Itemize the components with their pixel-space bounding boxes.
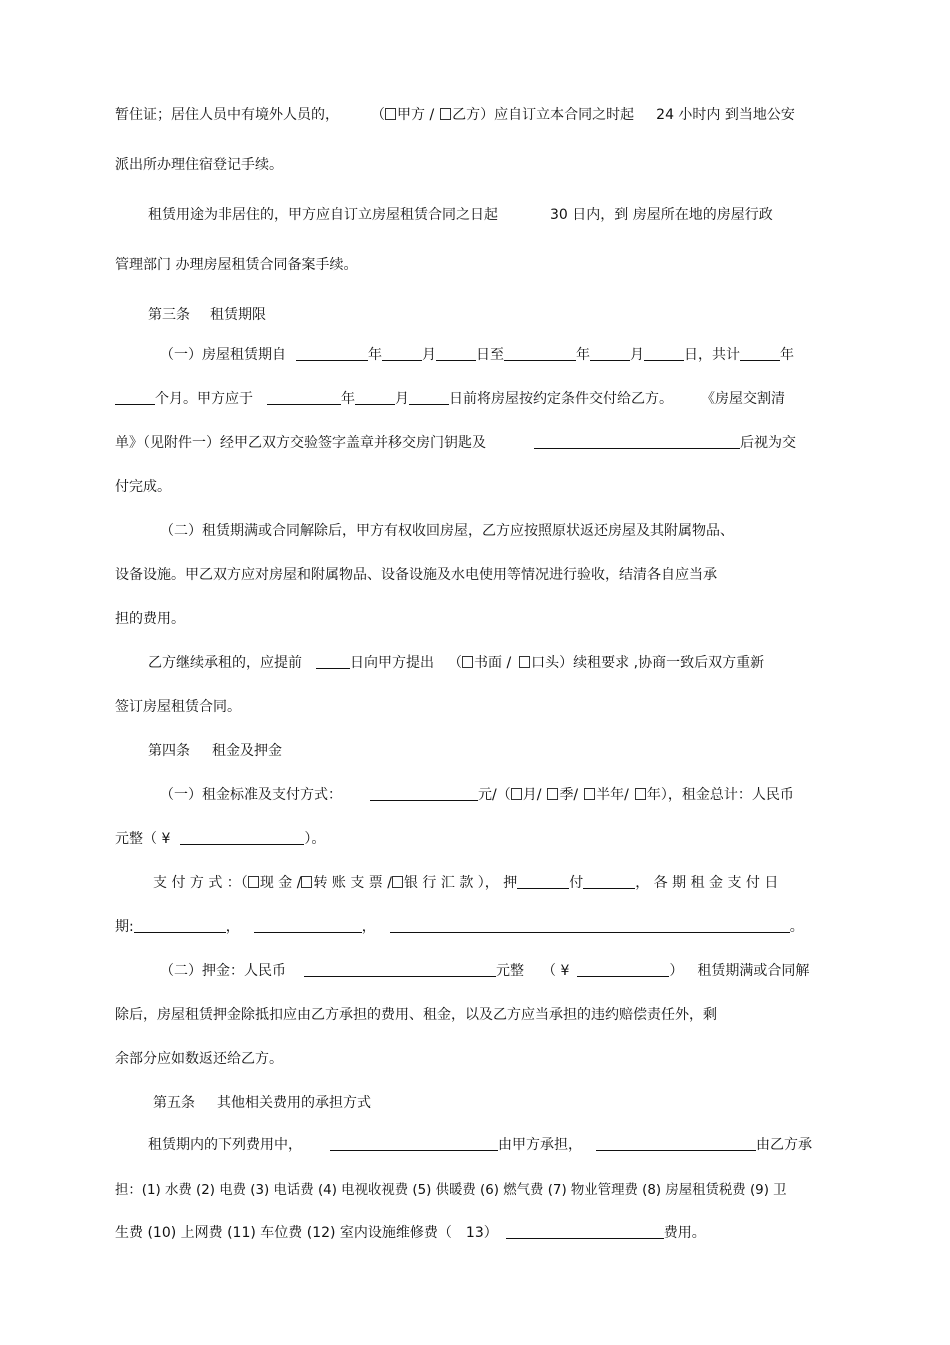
text: 季/ (559, 787, 579, 803)
end-month-field[interactable] (590, 346, 630, 361)
text: 年 (368, 347, 382, 363)
total-months-field[interactable] (115, 390, 155, 405)
p9-line1 (148, 1136, 812, 1154)
p7-line2 (115, 918, 804, 936)
text: ）。 (304, 831, 326, 847)
article-number: 第四条 (148, 743, 190, 759)
text: 日向甲方提出 (350, 655, 434, 671)
text: 租赁用途为非居住的，甲方应自订立房屋租赁合同之日起 (148, 207, 498, 223)
start-month-field[interactable] (382, 346, 422, 361)
text: ， (225, 919, 240, 935)
text: ， (361, 919, 376, 935)
text: 半年/ (596, 787, 629, 803)
text: 由乙方承 (756, 1137, 812, 1153)
checkbox-oral[interactable] (519, 656, 530, 668)
article-3-heading (148, 306, 266, 324)
article-5-heading (153, 1094, 371, 1112)
text: ， 各 期 租 金 支 付 日 (635, 875, 779, 891)
text: 13） (465, 1225, 498, 1241)
text: 年 (341, 391, 355, 407)
p3-line4: 付完成。 (115, 479, 171, 495)
text: 付 (569, 875, 584, 891)
text: 现 金 / (259, 875, 302, 891)
text: 单》（见附件一）经甲乙双方交验签字盖章并移交房门钥匙及 (115, 435, 486, 451)
deposit-months-field[interactable] (517, 874, 569, 889)
text: 日至 (476, 347, 504, 363)
text: 月 (630, 347, 644, 363)
text: 24 小时内 到当地公安 (656, 107, 795, 123)
payment-date-1-field[interactable] (134, 918, 226, 933)
rent-total-field[interactable] (180, 830, 304, 845)
text: 暂住证；居住人员中有境外人员的， (115, 107, 339, 123)
checkbox-quarterly[interactable] (547, 788, 558, 800)
checkbox-bank-remittance[interactable] (392, 876, 403, 888)
text: 租赁期满或合同解 (697, 963, 810, 979)
checkbox-party-a[interactable] (385, 108, 396, 120)
text: 年 (576, 347, 590, 363)
text: 元整（ ¥ (115, 831, 171, 847)
text: （一）租金标准及支付方式： (160, 787, 342, 803)
p4-line2: 设备设施。甲乙双方应对房屋和附属物品、设备设施及水电使用等情况进行验收，结清各自应当承 (115, 567, 717, 583)
p5-line1 (148, 654, 764, 672)
article-title: 租赁期限 (210, 307, 266, 323)
text: 期: (115, 919, 134, 935)
text: 年 (780, 347, 794, 363)
checkbox-written[interactable] (462, 656, 473, 668)
p1-line1 (115, 106, 795, 124)
text: 由甲方承担， (498, 1137, 582, 1153)
article-4-heading (148, 742, 282, 760)
text: 30 日内，到 房屋所在地的房屋行政 (550, 207, 773, 223)
p1-line2: 派出所办理住宿登记手续。 (115, 157, 283, 173)
keys-item-field[interactable] (534, 434, 740, 449)
rent-amount-field[interactable] (370, 786, 478, 801)
text: 。 (789, 919, 804, 935)
text: 费用。 (663, 1225, 706, 1241)
text: 甲方 / (397, 107, 435, 123)
other-fee-field[interactable] (506, 1224, 664, 1239)
article-number: 第三条 (148, 307, 190, 323)
start-day-field[interactable] (436, 346, 476, 361)
p6-line2 (115, 830, 325, 848)
text: 《房屋交割清 (701, 391, 785, 407)
text: 口头）续租要求 ,协商一致后双方重新 (531, 655, 765, 671)
p3-line3 (115, 434, 796, 452)
pay-months-field[interactable] (583, 874, 635, 889)
article-title: 租金及押金 (212, 743, 282, 759)
text: （ (371, 107, 385, 123)
text: （ ¥ (542, 963, 570, 979)
checkbox-half-year[interactable] (584, 788, 595, 800)
text: 转 账 支 票 / (313, 875, 392, 891)
text: 支 付 方 式 ：（ (153, 875, 248, 891)
text: 银 行 汇 款 ）， 押 (403, 875, 518, 891)
p9-line2: 担：(1) 水费 (2) 电费 (3) 电话费 (4) 电视收视费 (5) 供暖费 (6) 燃气费 (7) 物业管理费 (8) 房屋租赁税费 (9) 卫 (115, 1183, 787, 1198)
end-year-field[interactable] (504, 346, 576, 361)
p3-line1 (160, 346, 794, 364)
text: （一）房屋租赁期自 (160, 347, 286, 363)
renewal-days-field[interactable] (316, 654, 350, 669)
checkbox-monthly[interactable] (511, 788, 522, 800)
text: 月 (395, 391, 409, 407)
text: 日前将房屋按约定条件交付给乙方。 (449, 391, 673, 407)
text: ） (669, 963, 684, 979)
text: 书面 / (474, 655, 512, 671)
text: 年），租金总计：人民币 (646, 787, 794, 803)
p2-line1 (148, 206, 773, 224)
payment-date-3-field[interactable] (390, 918, 790, 933)
p5-line2: 签订房屋租赁合同。 (115, 699, 241, 715)
p2-line2: 管理部门 办理房屋租赁合同备案手续。 (115, 257, 358, 273)
p4-line1: （二）租赁期满或合同解除后，甲方有权收回房屋，乙方应按照原状返还房屋及其附属物品、 (160, 523, 734, 539)
p8-line3: 余部分应如数返还给乙方。 (115, 1051, 283, 1067)
checkbox-transfer-cheque[interactable] (301, 876, 312, 888)
handover-day-field[interactable] (409, 390, 449, 405)
text: 租赁期内的下列费用中， (148, 1137, 302, 1153)
end-day-field[interactable] (644, 346, 684, 361)
p8-line1 (160, 962, 809, 980)
p9-line3 (115, 1224, 706, 1242)
text: （ (448, 655, 462, 671)
text: 生费 (10) 上网费 (11) 车位费 (12) 室内设施维修费（ (115, 1225, 452, 1241)
text: 元整 (496, 963, 524, 979)
text: 个月。甲方应于 (155, 391, 253, 407)
checkbox-party-b[interactable] (440, 108, 451, 120)
party-a-fees-field[interactable] (330, 1136, 498, 1151)
text: 月/ (522, 787, 542, 803)
checkbox-cash[interactable] (248, 876, 259, 888)
total-years-field[interactable] (740, 346, 780, 361)
text: 后视为交 (740, 435, 796, 451)
p7-line1 (153, 874, 778, 892)
checkbox-yearly[interactable] (635, 788, 646, 800)
text: 日，共计 (684, 347, 740, 363)
text: 元/（ (478, 787, 511, 803)
handover-month-field[interactable] (355, 390, 395, 405)
text: 乙方）应自订立本合同之时起 (452, 107, 635, 123)
p6-line1 (160, 786, 794, 804)
text: 乙方继续承租的，应提前 (148, 655, 302, 671)
p8-line2: 除后，房屋租赁押金除抵扣应由乙方承担的费用、租金，以及乙方应当承担的违约赔偿责任外，剩 (115, 1007, 717, 1023)
start-year-field[interactable] (296, 346, 368, 361)
text: 月 (422, 347, 436, 363)
article-number: 第五条 (153, 1095, 195, 1111)
deposit-amount-field[interactable] (304, 962, 496, 977)
handover-year-field[interactable] (267, 390, 341, 405)
article-title: 其他相关费用的承担方式 (217, 1095, 371, 1111)
text: （二）押金：人民币 (160, 963, 286, 979)
party-b-fees-field[interactable] (596, 1136, 756, 1151)
payment-date-2-field[interactable] (254, 918, 362, 933)
p3-line2 (115, 390, 785, 408)
deposit-yuan-field[interactable] (577, 962, 669, 977)
p4-line3: 担的费用。 (115, 611, 185, 627)
